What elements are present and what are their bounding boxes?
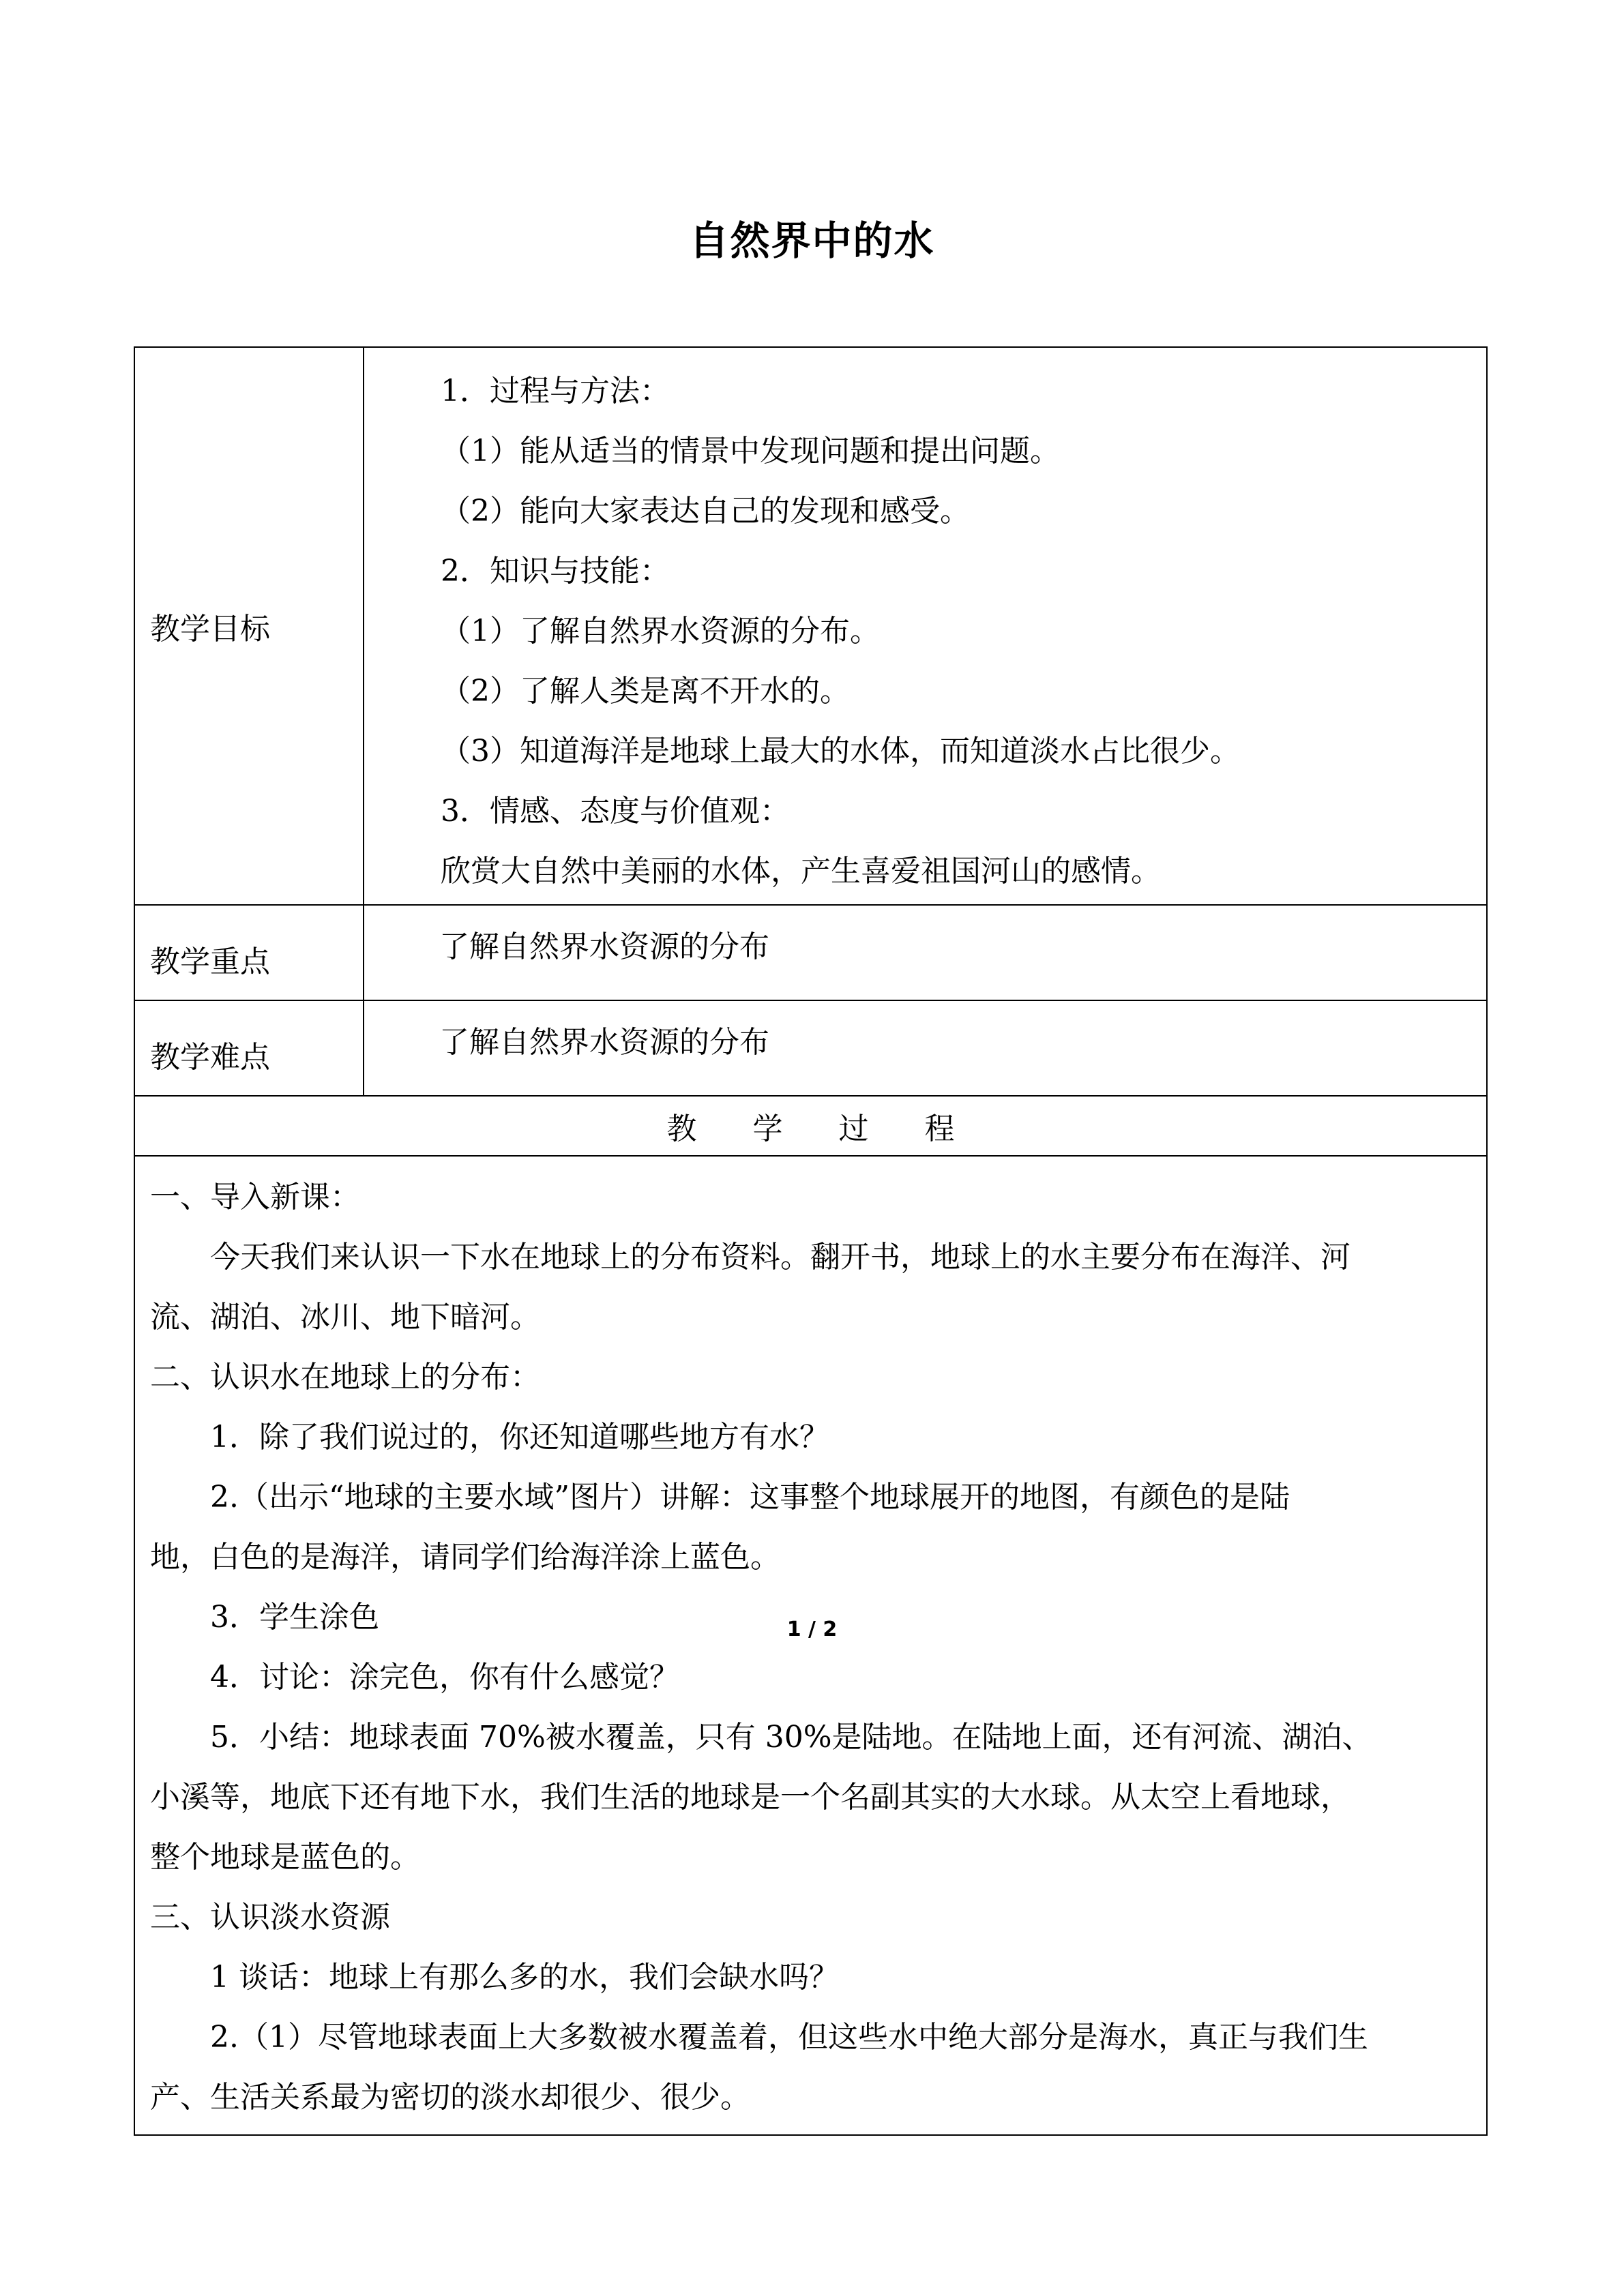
paragraph-line: 3．学生涂色 [210, 1600, 379, 1635]
key-point-text: 了解自然界水资源的分布 [364, 905, 1487, 1000]
difficult-point-row [134, 1000, 1487, 1096]
objective-line: （3）知道海洋是地球上最大的水体，而知道淡水占比很少。 [441, 734, 1240, 769]
paragraph-line: 4．讨论：涂完色，你有什么感觉？ [210, 1660, 679, 1695]
objective-line: 欣赏大自然中美丽的水体，产生喜爱祖国河山的感情。 [441, 854, 1161, 889]
paragraph-line: 地，白色的是海洋，请同学们给海洋涂上蓝色。 [150, 1540, 780, 1575]
process-header-char: 过 [838, 1112, 869, 1146]
objective-line: （2）了解人类是离不开水的。 [441, 674, 850, 709]
paragraph-line: 今天我们来认识一下水在地球上的分布资料。翻开书，地球上的水主要分布在海洋、河 [210, 1240, 1350, 1274]
key-point-label: 教学重点 [134, 905, 364, 1000]
paragraph-line: 2.（1）尽管地球表面上大多数被水覆盖着，但这些水中绝大部分是海水，真正与我们生 [210, 2020, 1368, 2055]
objective-line: （2）能向大家表达自己的发现和感受。 [441, 494, 970, 528]
paragraph-line: 1．除了我们说过的，你还知道哪些地方有水？ [210, 1420, 829, 1455]
paragraph-line: 小溪等，地底下还有地下水，我们生活的地球是一个名副其实的大水球。从太空上看地球， [150, 1780, 1350, 1815]
paragraph-line: 整个地球是蓝色的。 [150, 1840, 420, 1875]
objective-line: 1．过程与方法： [441, 374, 670, 408]
objectives-row [134, 347, 1487, 905]
process-header-row [134, 1096, 1487, 1156]
section-heading: 一、导入新课： [150, 1180, 360, 1214]
paragraph-line: 2.（出示“地球的主要水域”图片）讲解：这事整个地球展开的地图，有颜色的是陆 [210, 1480, 1290, 1515]
page-indicator: 1 / 2 [786, 1617, 838, 1641]
process-header [134, 1096, 1487, 1156]
process-body [134, 1156, 1487, 2135]
paragraph-line: 5．小结：地球表面 70%被水覆盖，只有 30%是陆地。在陆地上面，还有河流、湖泊、 [210, 1720, 1372, 1755]
section-heading: 二、认识水在地球上的分布： [150, 1360, 540, 1395]
objective-line: （1）了解自然界水资源的分布。 [441, 614, 880, 648]
process-body-row [134, 1156, 1487, 2135]
objectives-label: 教学目标 [134, 347, 364, 905]
objective-line: （1）能从适当的情景中发现问题和提出问题。 [441, 434, 1060, 468]
objective-line: 2．知识与技能： [441, 554, 670, 588]
lesson-plan-table [134, 346, 1488, 2136]
paragraph-line: 1 谈话：地球上有那么多的水，我们会缺水吗？ [210, 1960, 839, 1995]
process-header-char: 教 [666, 1112, 697, 1146]
paragraph-line: 流、湖泊、冰川、地下暗河。 [150, 1300, 540, 1335]
objectives-content [364, 347, 1487, 905]
document-title: 自然界中的水 [689, 218, 935, 264]
objective-line: 3．情感、态度与价值观： [441, 794, 790, 829]
paragraph-line: 产、生活关系最为密切的淡水却很少、很少。 [150, 2080, 750, 2115]
section-heading: 三、认识淡水资源 [150, 1900, 390, 1935]
difficult-point-text: 了解自然界水资源的分布 [364, 1000, 1487, 1096]
process-header-char: 学 [752, 1112, 783, 1146]
difficult-point-label: 教学难点 [134, 1000, 364, 1096]
key-point-row [134, 905, 1487, 1000]
process-header-char: 程 [924, 1112, 955, 1146]
